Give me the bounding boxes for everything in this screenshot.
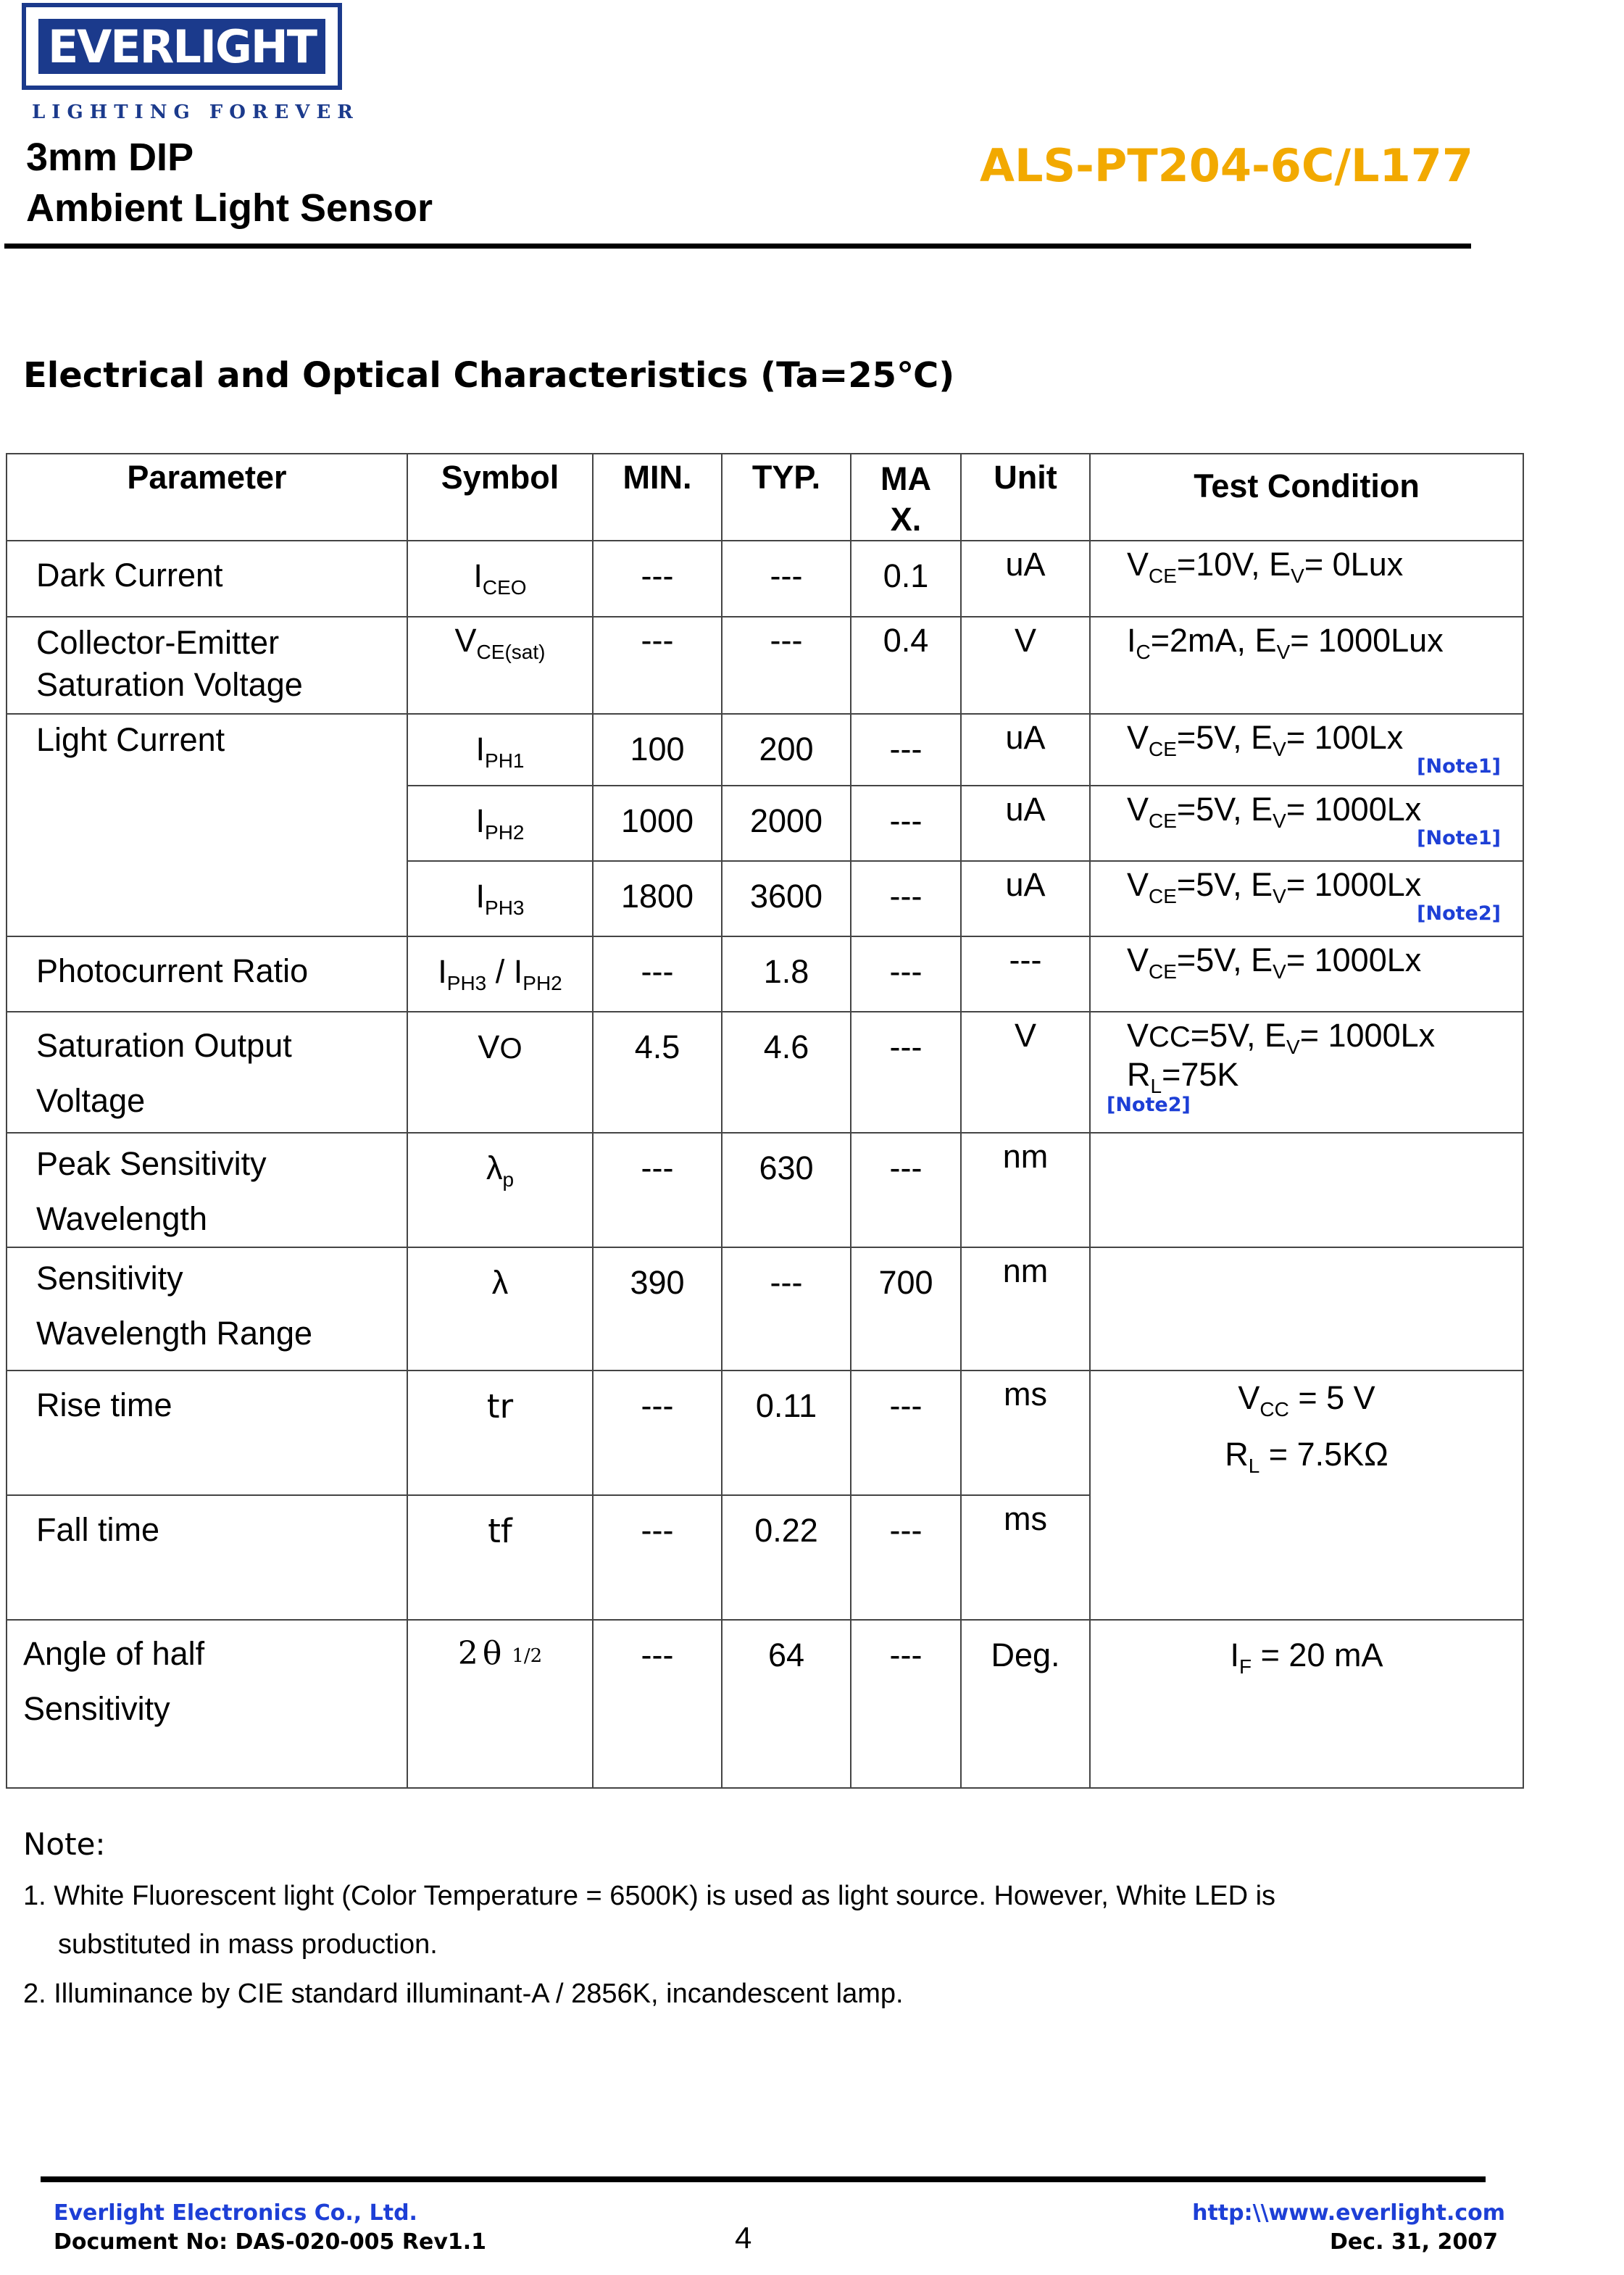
typ-cell: 1.8 [722,936,851,1012]
max-cell: --- [851,1620,961,1788]
header-divider [4,244,1471,249]
tc-part: =2mA, E [1150,622,1277,659]
min-cell: 1000 [593,786,722,861]
footer-date: Dec. 31, 2007 [1330,2229,1498,2255]
characteristics-table [6,453,1524,1789]
typ-cell: 64 [722,1620,851,1788]
typ-cell: 0.11 [722,1371,851,1495]
tc-sub: V [1273,810,1286,832]
tc-sub: CE [1149,738,1177,760]
typ-cell: --- [722,541,851,617]
unit-cell: uA [961,786,1090,861]
tc-part: =5V, E [1176,791,1273,828]
param-cell: Rise time [7,1371,407,1495]
footer-url[interactable]: http:\\www.everlight.com [1192,2200,1505,2226]
typ-cell: 630 [722,1133,851,1247]
header-unit: Unit [961,454,1090,541]
tc-line [1091,1432,1523,1489]
symbol-sub: PH3 [446,972,487,994]
tc-part: = 1000Lux [1290,622,1444,659]
param-line: Saturation Output [36,1027,292,1064]
min-cell: --- [593,541,722,617]
max-cell: --- [851,861,961,936]
tc-sub: CE [1149,810,1177,832]
tc-sub: L [1248,1455,1260,1477]
test-condition-cell [1090,1620,1523,1788]
tc-part: = 1000Lx [1286,791,1422,828]
symbol-cell [407,1620,593,1788]
symbol-sub: PH2 [485,821,525,844]
symbol-text: I [475,878,486,915]
max-cell: --- [851,786,961,861]
tc-sub: CC [1149,1021,1191,1053]
symbol-sub: O [499,1033,522,1065]
tc-sub: V [1273,738,1286,760]
table-row [7,1620,1523,1788]
unit-cell: uA [961,861,1090,936]
header-max-text: MAX. [880,460,931,538]
table-row [7,1371,1523,1495]
notes-heading: Note: [23,1826,106,1862]
tc-sub: V [1291,565,1304,587]
tc-part: = 5 V [1288,1379,1375,1416]
min-cell: 1800 [593,861,722,936]
min-cell: 390 [593,1247,722,1371]
product-line-2: Ambient Light Sensor [26,186,433,230]
tc-part: = 1000Lx [1286,941,1422,978]
max-cell: --- [851,1012,961,1133]
tc-part: =5V, E [1176,941,1273,978]
typ-cell: 2000 [722,786,851,861]
tc-sub: V [1273,960,1286,983]
tc-sub: V [1273,885,1286,907]
max-cell: --- [851,1133,961,1247]
param-cell [7,1620,407,1788]
symbol-sub: CE(sat) [476,641,546,663]
note-ref: [Note2] [1417,902,1501,925]
param-cell: Dark Current [7,541,407,617]
tc-part: R [1127,1056,1151,1093]
tc-part: V [1238,1379,1260,1416]
test-condition-cell [1090,714,1523,786]
tc-line [1091,1017,1523,1059]
tc-part: = 1000Lx [1286,866,1422,903]
test-condition-cell [1090,541,1523,617]
product-line-1: 3mm DIP [26,136,194,179]
model-number: ALS-PT204-6C/L177 [980,139,1473,192]
test-condition-cell [1090,1133,1523,1247]
param-line: Angle of half [23,1635,205,1672]
note-ref: [Note1] [1417,755,1501,778]
param-line: Wavelength Range [36,1315,313,1352]
tc-part: = 20 mA [1252,1636,1383,1673]
param-cell: Fall time [7,1495,407,1620]
min-cell: --- [593,1620,722,1788]
table-row [7,714,1523,786]
param-line: Wavelength [36,1200,207,1237]
param-cell [7,617,407,714]
typ-cell: --- [722,617,851,714]
symbol-cell: λ [407,1247,593,1371]
param-line: Sensitivity [36,1260,183,1297]
min-cell: --- [593,936,722,1012]
tc-sub: CE [1149,885,1177,907]
typ-cell: 4.6 [722,1012,851,1133]
unit-cell: ms [961,1495,1090,1620]
min-cell: --- [593,1133,722,1247]
min-cell: --- [593,617,722,714]
symbol-sub: PH2 [522,972,562,994]
tc-part: =75K [1162,1056,1239,1093]
symbol-cell [407,714,593,786]
tc-part: I [1127,622,1136,659]
typ-cell: 0.22 [722,1495,851,1620]
tc-part: V [1127,546,1149,583]
tc-part: = 0Lux [1304,546,1404,583]
header-min: MIN. [593,454,722,541]
tc-line [1091,1056,1523,1098]
tc-part: = 100Lx [1286,719,1404,756]
company-logo [22,3,342,90]
tc-sub: V [1286,1036,1300,1058]
min-cell: 4.5 [593,1012,722,1133]
note-ref: [Note1] [1417,827,1501,849]
header-parameter: Parameter [7,454,407,541]
tc-sub: CC [1259,1398,1289,1421]
symbol-text: V [478,1028,500,1065]
header-symbol: Symbol [407,454,593,541]
note-1-line-1: 1. White Fluorescent light (Color Temperature = 6500K) is used as light source. However, White LED is [23,1881,1276,1911]
footer-doc-number: Document No: DAS-020-005 Rev1.1 [54,2229,487,2255]
unit-cell: V [961,617,1090,714]
symbol-sub: 1/2 [512,1645,543,1667]
param-line: Saturation Voltage [36,666,303,703]
symbol-text: 2θ [457,1635,507,1672]
tc-part: V [1127,791,1149,828]
test-condition-cell [1090,861,1523,936]
tc-part: V [1127,1017,1149,1054]
unit-cell: V [961,1012,1090,1133]
symbol-text: I [475,731,486,768]
tc-part: =5V, E [1176,719,1273,756]
symbol-text: λ [486,1149,503,1186]
unit-cell: uA [961,714,1090,786]
max-cell: 700 [851,1247,961,1371]
typ-cell: 200 [722,714,851,786]
tc-sub: C [1136,641,1151,663]
param-cell [7,1247,407,1371]
min-cell: --- [593,1495,722,1620]
tc-part: = 1000Lx [1299,1017,1436,1054]
typ-cell: 3600 [722,861,851,936]
symbol-cell [407,861,593,936]
test-condition-cell [1090,1371,1523,1620]
table-row [7,1012,1523,1133]
symbol-text: I [438,953,447,990]
unit-cell: nm [961,1133,1090,1247]
symbol-cell [407,1012,593,1133]
table-row [7,1247,1523,1371]
test-condition-cell [1090,1247,1523,1371]
tc-part: = 7.5KΩ [1259,1436,1388,1473]
max-cell: --- [851,1371,961,1495]
test-condition-cell [1090,617,1523,714]
tc-part: =5V, E [1190,1017,1287,1054]
param-cell [7,1012,407,1133]
symbol-cell: tr [407,1371,593,1495]
max-cell: 0.1 [851,541,961,617]
header-typ: TYP. [722,454,851,541]
table-row [7,936,1523,1012]
tc-part: R [1225,1436,1249,1473]
symbol-text: I [473,557,483,594]
unit-cell: nm [961,1247,1090,1371]
tc-part: =5V, E [1176,866,1273,903]
symbol-sub: p [502,1168,515,1191]
table-header-row [7,454,1523,541]
header-test-condition: Test Condition [1090,454,1523,541]
tc-part: V [1127,719,1149,756]
param-cell: Photocurrent Ratio [7,936,407,1012]
tc-sub: F [1239,1655,1252,1678]
unit-cell: ms [961,1371,1090,1495]
param-cell: Light Current [7,714,407,936]
max-cell: 0.4 [851,617,961,714]
tc-sub: V [1276,641,1291,663]
tc-part: I [1230,1636,1240,1673]
symbol-cell [407,617,593,714]
symbol-sub: PH1 [485,749,525,772]
logo-tagline: LIGHTING FOREVER [32,101,359,123]
param-cell [7,1133,407,1247]
section-title: Electrical and Optical Characteristics (Ta=25℃) [23,355,955,396]
min-cell: --- [593,1371,722,1495]
param-line: Collector-Emitter [36,624,280,661]
tc-sub: L [1150,1075,1162,1097]
page-number: 4 [735,2221,752,2255]
unit-cell: Deg. [961,1620,1090,1788]
footer-divider [41,2176,1486,2182]
symbol-cell [407,541,593,617]
symbol-cell [407,936,593,1012]
max-cell: --- [851,714,961,786]
tc-part: V [1127,941,1149,978]
footer-company: Everlight Electronics Co., Ltd. [54,2200,417,2226]
test-condition-cell [1090,1012,1523,1133]
param-line: Voltage [36,1082,146,1119]
tc-line [1091,1376,1523,1432]
tc-part: =10V, E [1176,546,1291,583]
max-cell: --- [851,1495,961,1620]
tc-sub: CE [1149,960,1177,983]
tc-part: V [1127,866,1149,903]
note-ref: [Note2] [1107,1094,1191,1116]
unit-cell: --- [961,936,1090,1012]
note-2: 2. Illuminance by CIE standard illuminant-A / 2856K, incandescent lamp. [23,1979,904,2009]
max-cell: --- [851,936,961,1012]
symbol-text: V [454,622,477,659]
table-row [7,617,1523,714]
table-row [7,541,1523,617]
param-line: Sensitivity [23,1690,170,1727]
note-1-line-2: substituted in mass production. [58,1929,438,1960]
tc-sub: CE [1149,565,1177,587]
symbol-cell [407,786,593,861]
symbol-sub: PH3 [485,897,525,919]
symbol-sub: CEO [482,576,527,599]
test-condition-cell [1090,786,1523,861]
header-max [851,454,961,541]
symbol-text: I [475,802,486,839]
unit-cell: uA [961,541,1090,617]
param-line: Peak Sensitivity [36,1145,267,1182]
symbol-cell: tf [407,1495,593,1620]
min-cell: 100 [593,714,722,786]
typ-cell: --- [722,1247,851,1371]
logo-text: EVERLIGHT [38,19,325,74]
table-row [7,1133,1523,1247]
symbol-text: / I [486,953,523,990]
test-condition-cell [1090,936,1523,1012]
symbol-cell [407,1133,593,1247]
